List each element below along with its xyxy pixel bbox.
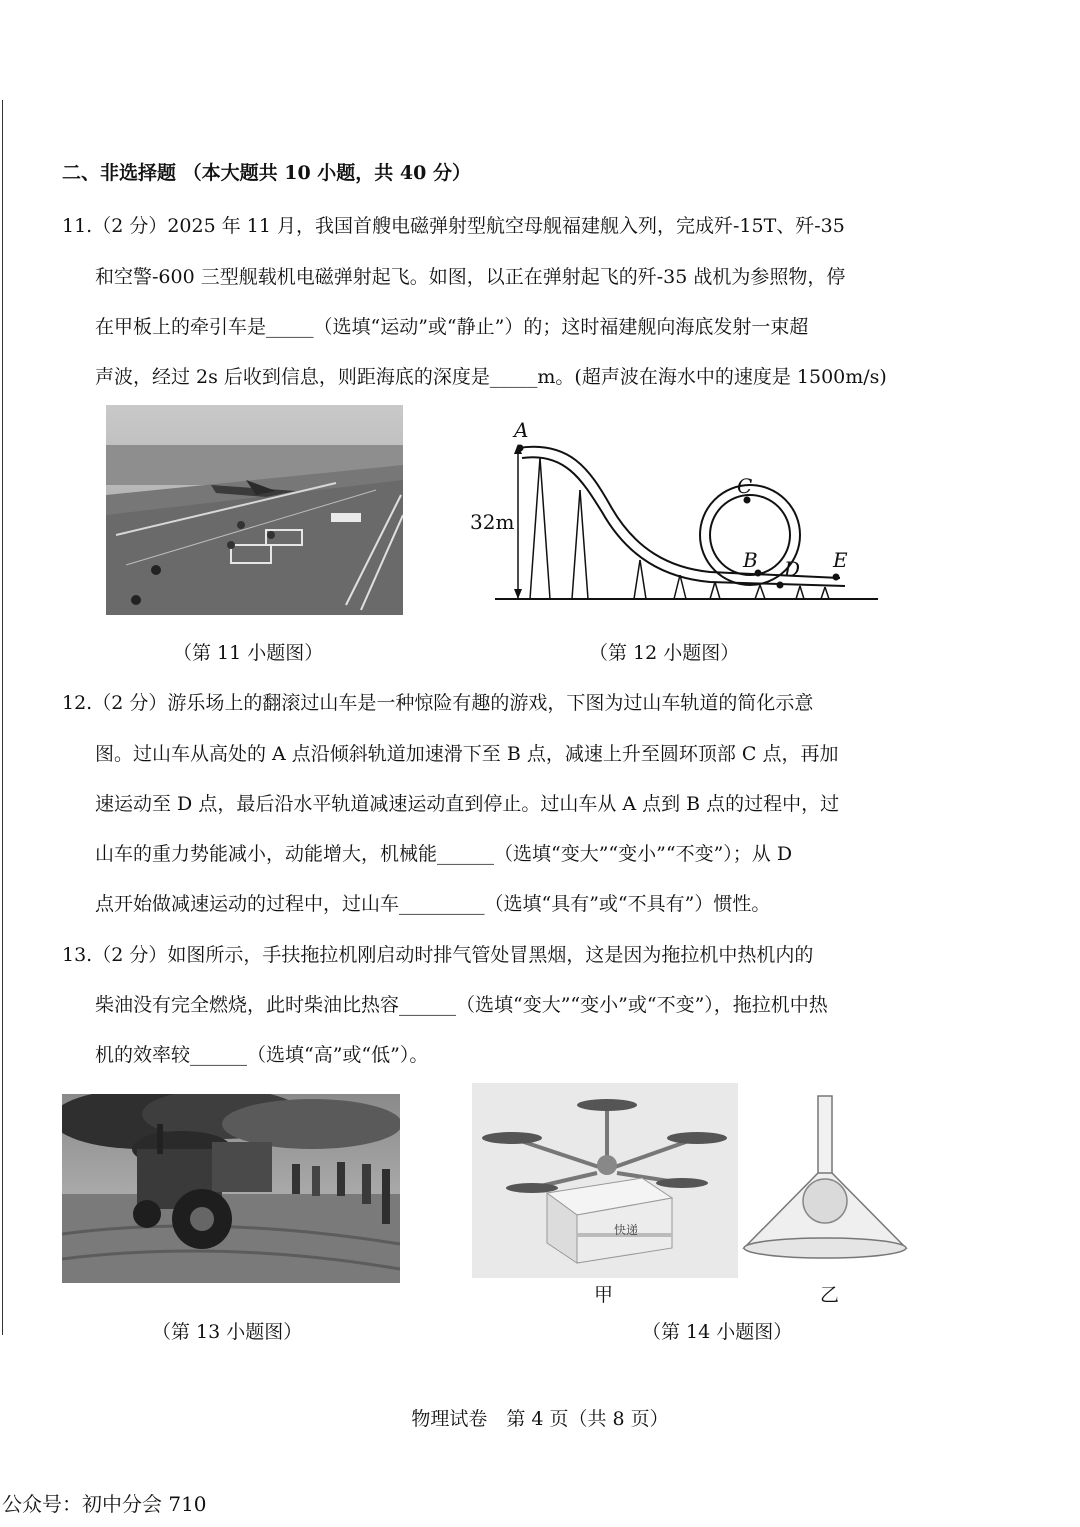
fig13-caption: （第 13 小题图） <box>152 1321 303 1343</box>
aircraft-carrier-photo <box>106 405 403 615</box>
roller-coaster-diagram <box>460 410 890 610</box>
q13-line-1: 13.（2 分）如图所示，手扶拖拉机刚启动时排气管处冒黑烟，这是因为拖拉机中热机内的 <box>62 944 814 966</box>
q11-line-4: 声波，经过 2s 后收到信息，则距海底的深度是_____m。(超声波在海水中的速度是 1500m/s) <box>95 366 887 388</box>
fig12-caption: （第 12 小题图） <box>589 642 740 664</box>
point-e-label: E <box>833 548 848 572</box>
page-footer: 物理试卷 第 4 页（共 8 页） <box>411 1408 669 1430</box>
left-margin-rule-lower <box>2 735 3 1335</box>
q13-line-2: 柴油没有完全燃烧，此时柴油比热容______（选填“变大”“变小”或“不变”），拖拉机中热 <box>95 994 828 1016</box>
drone-photo <box>472 1083 738 1278</box>
q11-line-1: 11.（2 分）2025 年 11 月，我国首艘电磁弹射型航空母舰福建舰入列，完成歼-15T、歼-35 <box>62 215 845 237</box>
q11-line-3: 在甲板上的牵引车是_____（选填“运动”或“静止”）的；这时福建舰向海底发射一束超 <box>95 316 809 338</box>
fig11-caption: （第 11 小题图） <box>173 642 324 664</box>
fig14-label-yi: 乙 <box>820 1284 840 1306</box>
height-label: 32m <box>470 510 515 534</box>
box-label: 快递 <box>614 1223 639 1237</box>
q12-line-1: 12.（2 分）游乐场上的翻滚过山车是一种惊险有趣的游戏，下图为过山车轨道的简化示意 <box>62 692 814 714</box>
q12-line-2: 图。过山车从高处的 A 点沿倾斜轨道加速滑下至 B 点，减速上升至圆环顶部 C 点，再加 <box>95 743 839 765</box>
point-c-label: C <box>737 474 753 498</box>
funnel-diagram <box>738 1093 910 1263</box>
q12-line-4: 山车的重力势能减小，动能增大，机械能______（选填“变大”“变小”“不变”）；从 D <box>95 843 793 865</box>
wechat-watermark: 公众号：初中分会 710 <box>2 1492 207 1516</box>
left-margin-rule <box>2 100 3 740</box>
q12-line-3: 速运动至 D 点，最后沿水平轨道减速运动直到停止。过山车从 A 点到 B 点的过程中，过 <box>95 793 840 815</box>
section-title: 二、非选择题 （本大题共 10 小题，共 40 分） <box>62 162 471 184</box>
point-d-label: D <box>784 557 801 581</box>
fig14-caption: （第 14 小题图） <box>642 1321 793 1343</box>
fig14-label-jia: 甲 <box>594 1284 614 1306</box>
q12-line-5: 点开始做减速运动的过程中，过山车_________（选填“具有”或“不具有”）惯性。 <box>95 893 771 915</box>
q13-line-3: 机的效率较______（选填“高”或“低”）。 <box>95 1044 429 1066</box>
tractor-photo <box>62 1094 400 1283</box>
point-b-label: B <box>743 548 758 572</box>
q11-line-2: 和空警-600 三型舰载机电磁弹射起飞。如图，以正在弹射起飞的歼-35 战机为参照物，停 <box>95 266 846 288</box>
point-a-label: A <box>514 418 529 442</box>
